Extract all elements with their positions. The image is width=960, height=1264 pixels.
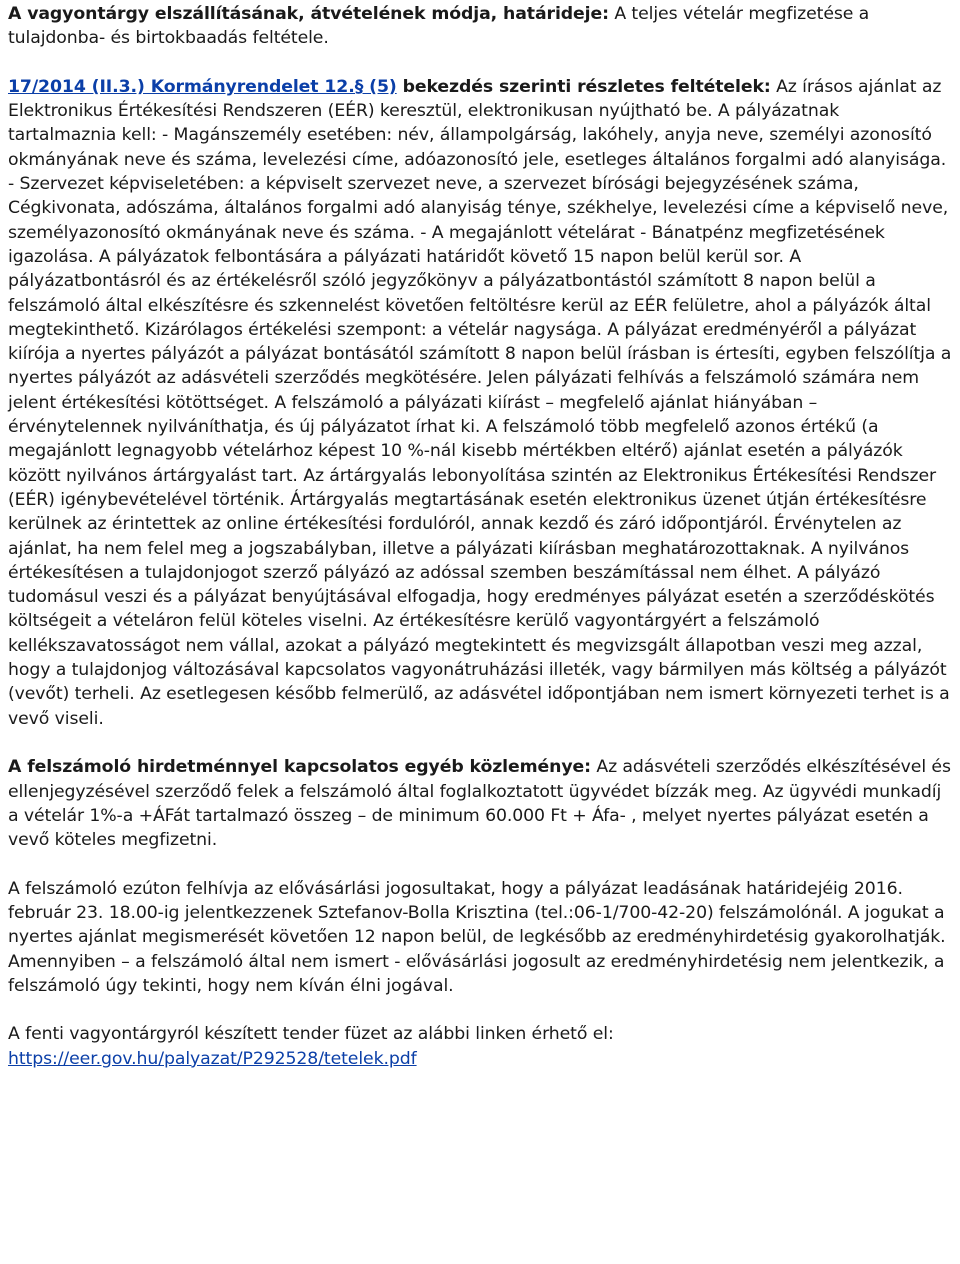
- tender-booklet-paragraph: [8, 1022, 952, 1071]
- detailed-conditions-text: Az írásos ajánlat az Elektronikus Értékesítési Rendszeren (EÉR) keresztül, elektronikusan nyújtható be. A pályázatnak tartalmaznia kell: - Magánszemély esetében: név, állampolgárság, lakóhely, anyja neve, személyi azonosító okmányának neve és száma, levelezési címe, adóazonosító jele, esetleges általános forgalmi adó alanyisága. - Szervezet képviseletében: a képviselt szervezet neve, a szervezet bírósági bejegyzésének száma, Cégkivonata, adószáma, általános forgalmi adó alanyiság ténye, székhelye, levelezési címe a képviselő neve, személyazonosító okmányának neve és száma. - A megajánlott vételárat - Bánatpénz megfizetésének igazolása. A pályázatok felbontására a pályázati határidőt követő 15 napon belül kerül sor. A pályázatbontásról és az értékelésről szóló jegyzőkönyv a pályázatbontástól számított 8 napon belül a felszámoló által elkészítésre és szkennelést követően feltöltésre kerül az EÉR felületre, ahol a pályázók által megtekinthető. Kizárólagos értékelési szempont: a vételár nagysága. A pályázat eredményéről a pályázat kiírója a nyertes pályázót a pályázat bontásától számított 8 napon belül írásban is értesíti, egyben felszólítja a nyertes pályázót az adásvételi szerződés megkötésére. Jelen pályázati felhívás a felszámoló számára nem jelent értékesítési kötöttséget. A felszámoló a pályázati kiírást – megfelelő ajánlat hiányában – érvénytelennek nyilváníthatja, és új pályázatot írhat ki. A felszámoló több megfelelő azonos értékű (a megajánlott legnagyobb vételárhoz képest 10 %-nál kisebb mértékben eltérő) ajánlat esetén a pályázók között nyilvános ártárgyalást tart. Az ártárgyalás lebonyolítása szintén az Elektronikus Értékesítési Rendszer (EÉR) igénybevételével történik. Ártárgyalás megtartásának esetén elektronikus üzenet útján értékesítésre kerülnek az érintettek az online értékesítési fordulóról, annak kezdő és záró időpontjáról. Érvénytelen az ajánlat, ha nem felel meg a jogszabályban, illetve a pályázati kiírásban meghatározottaknak. A nyilvános értékesítésen a tulajdonjogot szerző pályázó az adóssal szemben beszámítással nem élhet. A pályázó tudomásul veszi és a pályázat benyújtásával elfogadja, hogy eredményes pályázat esetén a szerződéskötés költségeit a vételáron felül köteles viselni. Az értékesítésre kerülő vagyontárgyért a felszámoló kellékszavatosságot nem vállal, azokat a pályázó megtekintett és megvizsgált állapotban veszi meg azzal, hogy a tulajdonjog változásával kapcsolatos vagyonátruházási illeték, vagy bármilyen más költség a pályázót (vevőt) terheli. Az esetlegesen később felmerülő, az adásvétel időpontjában nem ismert környezeti terhet is a vevő viseli.: [8, 76, 952, 729]
- preemption-rights-paragraph: A felszámoló ezúton felhívja az elővásárlási jogosultakat, hogy a pályázat leadásának határidejéig 2016. február 23. 18.00-ig jelentkezzenek Sztefanov-Bolla Krisztina (tel.:06-1/700-42-20) felszámolónál. A jogukat a nyertes ajánlat megismerését követően 12 napon belül, de legkésőbb az eredményhirdetésig gyakorolhatják. Amennyiben – a felszámoló által nem ismert - elővásárlási jogosult az eredményhirdetésig nem jelentkezik, a felszámoló úgy tekinti, hogy nem kíván élni jogával.: [8, 878, 946, 996]
- document-body: [8, 2, 952, 1071]
- spacer: [8, 852, 952, 876]
- tender-booklet-text: A fenti vagyontárgyról készített tender füzet az alábbi linken érhető el:: [8, 1024, 614, 1045]
- other-notice-heading: A felszámoló hirdetménnyel kapcsolatos egyéb közleménye:: [8, 757, 591, 778]
- tender-booklet-link[interactable]: https://eer.gov.hu/palyazat/P292528/tetelek.pdf: [8, 1048, 417, 1069]
- detailed-conditions-heading: bekezdés szerinti részletes feltételek:: [396, 76, 771, 97]
- detailed-conditions-paragraph: [8, 75, 952, 731]
- delivery-terms-paragraph: [8, 2, 952, 51]
- government-decree-link[interactable]: 17/2014 (II.3.) Kormányrendelet 12.§ (5): [8, 76, 397, 97]
- other-notice-paragraph: [8, 755, 952, 852]
- delivery-terms-heading: A vagyontárgy elszállításának, átvételének módja, határideje:: [8, 4, 609, 24]
- other-notice-text: Az adásvételi szerződés elkészítésével és ellenjegyzésével szerződő felek a felszámoló által foglalkoztatott ügyvédet bízzák meg. Az ügyvédi munkadíj a vételár 1%-a +ÁFát tartalmazó összeg – de minimum 60.000 Ft + Áfa- , melyet nyertes pályázat esetén a vevő köteles megfizetni.: [8, 757, 951, 851]
- spacer: [8, 998, 952, 1022]
- spacer: [8, 51, 952, 75]
- spacer: [8, 731, 952, 755]
- delivery-terms-text: A teljes vételár megfizetése a tulajdonba- és birtokbaadás feltétele.: [8, 4, 870, 49]
